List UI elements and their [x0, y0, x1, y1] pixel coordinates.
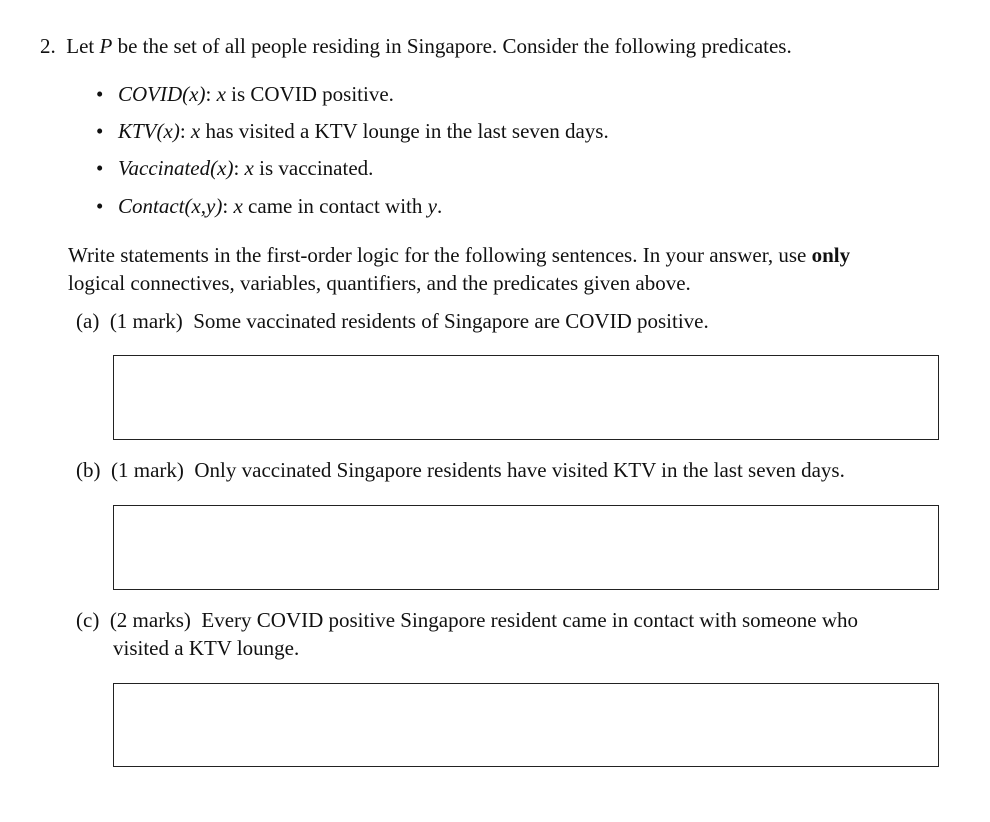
intro-text: Let [66, 34, 100, 58]
bullet-icon: • [96, 194, 104, 218]
set-variable: P [99, 34, 113, 58]
answer-box-b[interactable] [113, 505, 939, 590]
part-text: Some vaccinated residents of Singapore are COVID positive. [193, 309, 709, 333]
part-label: (a) [76, 309, 100, 333]
variable: x [244, 156, 254, 180]
question-intro [40, 34, 792, 58]
separator: : [205, 82, 217, 106]
part-label: (b) [76, 458, 101, 482]
part-b-prompt [76, 458, 845, 482]
answer-box-c[interactable] [113, 683, 939, 767]
part-label: (c) [76, 608, 100, 632]
instructions-line-1 [68, 243, 850, 267]
predicate-desc: came in contact with [242, 194, 428, 218]
answer-box-a[interactable] [113, 355, 939, 440]
predicate-desc: is COVID positive. [225, 82, 394, 106]
variable: x [216, 82, 226, 106]
separator: : [222, 194, 234, 218]
predicate-name: COVID(x) [118, 82, 206, 106]
instructions-emphasis: only [811, 243, 851, 267]
question-number: 2. [40, 34, 56, 58]
part-c-prompt-cont: visited a KTV lounge. [113, 636, 300, 660]
part-a-prompt [76, 309, 709, 333]
instructions-text: Write statements in the first-order logic for the following sentences. In your answer, use [68, 243, 812, 267]
part-c-prompt [76, 608, 858, 632]
predicate-item [96, 194, 442, 218]
intro-text-end: be the set of all people residing in Singapore. Consider the following predicates. [112, 34, 792, 58]
variable: y [427, 194, 437, 218]
predicate-name: Contact(x,y) [118, 194, 223, 218]
bullet-icon: • [96, 82, 104, 106]
predicate-name: Vaccinated(x) [118, 156, 234, 180]
variable: x [190, 119, 201, 143]
predicate-name: KTV(x) [118, 119, 180, 143]
bullet-icon: • [96, 156, 104, 180]
bullet-icon: • [96, 119, 104, 143]
predicate-item [96, 82, 394, 106]
part-marks: (2 marks) [109, 608, 191, 632]
separator: : [233, 156, 245, 180]
period: . [436, 194, 443, 218]
predicate-desc: has visited a KTV lounge in the last seven days. [200, 119, 609, 143]
separator: : [179, 119, 191, 143]
predicate-item [96, 119, 609, 143]
predicate-item [96, 156, 373, 180]
part-text: Only vaccinated Singapore residents have visited KTV in the last seven days. [194, 458, 845, 482]
predicate-desc: is vaccinated. [253, 156, 374, 180]
part-marks: (1 mark) [111, 458, 184, 482]
part-text: Every COVID positive Singapore resident came in contact with someone who [201, 608, 859, 632]
part-marks: (1 mark) [109, 309, 183, 333]
instructions-line-2: logical connectives, variables, quantifiers, and the predicates given above. [68, 271, 691, 295]
variable: x [233, 194, 243, 218]
